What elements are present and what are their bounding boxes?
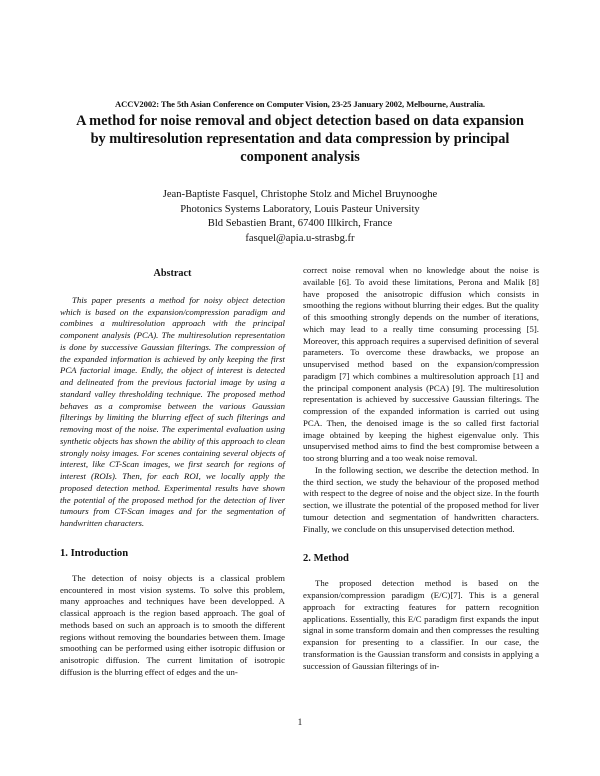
introduction-paragraph: The detection of noisy objects is a classical problem encountered in most vision systems. To solve this problem, many approaches and techniques have been developped. A classical approach is the region based approach. The goal of methods based on such an approach is to smooth the different regions without removing the boundaries between them. Image smoothing can be performed using either isotropic diffusion or anisotropic diffusion. The current limitation of isotropic diffusion is the blurring effect of edges and the un-: [60, 572, 285, 677]
introduction-heading: 1. Introduction: [60, 547, 129, 559]
left-column: [60, 268, 285, 679]
author-names: Jean-Baptiste Fasquel, Christophe Stolz and Michel Bruynooghe: [162, 189, 438, 200]
conference-header: ACCV2002: The 5th Asian Conference on Computer Vision, 23-25 January 2002, Melbourne, Australia.: [115, 99, 485, 109]
author-block: [0, 188, 600, 246]
method-paragraph: The proposed detection method is based on the expansion/compression paradigm (E/C)[7]. This is a general approach for extracting features for pattern recognition applications. Essentially, this E/C paradigm first expands the input signal in some transform domain and then compresses the resulting expansion for presenting to a classifier. In our case, the transformation is the Gaussian transform and consists in applying a succession of Gaussian filterings of in-: [303, 578, 539, 671]
right-column: [303, 265, 539, 672]
email: fasquel@apia.u-strasbg.fr: [245, 232, 355, 244]
paper-title: A method for noise removal and object detection based on data expansion by multiresolution representation and data compression by principal component analysis: [76, 113, 524, 165]
page-number: 1: [297, 718, 303, 728]
abstract-heading: Abstract: [153, 268, 192, 279]
address: Bld Sebastien Brant, 67400 Illkirch, France: [207, 218, 393, 229]
introduction-paragraph-2: In the following section, we describe the detection method. In the third section, we study the behaviour of the proposed method with respect to the degree of noise and the object size. In the fourth section, we illustrate the potential of the proposed method for liver tumour detection and segmentation of handwritten characters. Finally, we conclude on this unsupervised detection method.: [303, 464, 539, 534]
abstract-text: This paper presents a method for noisy object detection which is based on the expansion/compression paradigm and combines a multiresolution approach with the principal component analysis (PCA). The multiresolution representation is done by successive Gaussian filterings. The compression of the expanded information is achieved by only keeping the first PCA factorial image. Endly, the object of interest is detected and delineated from the previous factorial image by using a standard valley thresholding technique. The proposed method behaves as a compromise between the various Gaussian filterings by limiting the blurring effect of such filterings and removing most of the noise. The experimental evaluation using synthetic objects has shown the ability of this approach to clean strongly noisy images. For scenes containing several objects of interest, like CT-Scan images, we first search for regions of interest (ROIs). Then, for each ROI, we locally apply the proposed detection method. Experimental results have shown the potential of the proposed method for the detection of liver tumours from CT-Scan images and for the segmentation of handwritten characters.: [60, 294, 285, 528]
method-heading: 2. Method: [303, 553, 349, 565]
affiliation: Photonics Systems Laboratory, Louis Pasteur University: [180, 203, 420, 215]
introduction-paragraph-continued: correct noise removal when no knowledge about the noise is available [6]. To avoid these limitations, Perona and Malik [8] have proposed the anisotropic diffusion which consists in smoothing the regions without blurring their edges. But the quality of this smoothing strongly depends on the number of iterations, which may lead to a really time consuming processing [5]. Moreover, this approach requires a supervised definition of several parameters. To overcome these drawbacks, we propose an unsupervised method based on the expansion/compression paradigm [7] which combines a multiresolution approach [1] and the principal component analysis (PCA) [9]. The multiresolution representation is achieved by successive Gaussian filterings. The compression of the expanded information is carried out using PCA. Then, the denoised image is the so called first factorial image obtained by keeping the highest eigenvalue only. This unsupervised method aims to find the best compromise between a too strong blurring and a too weak noise removal.: [303, 265, 539, 463]
